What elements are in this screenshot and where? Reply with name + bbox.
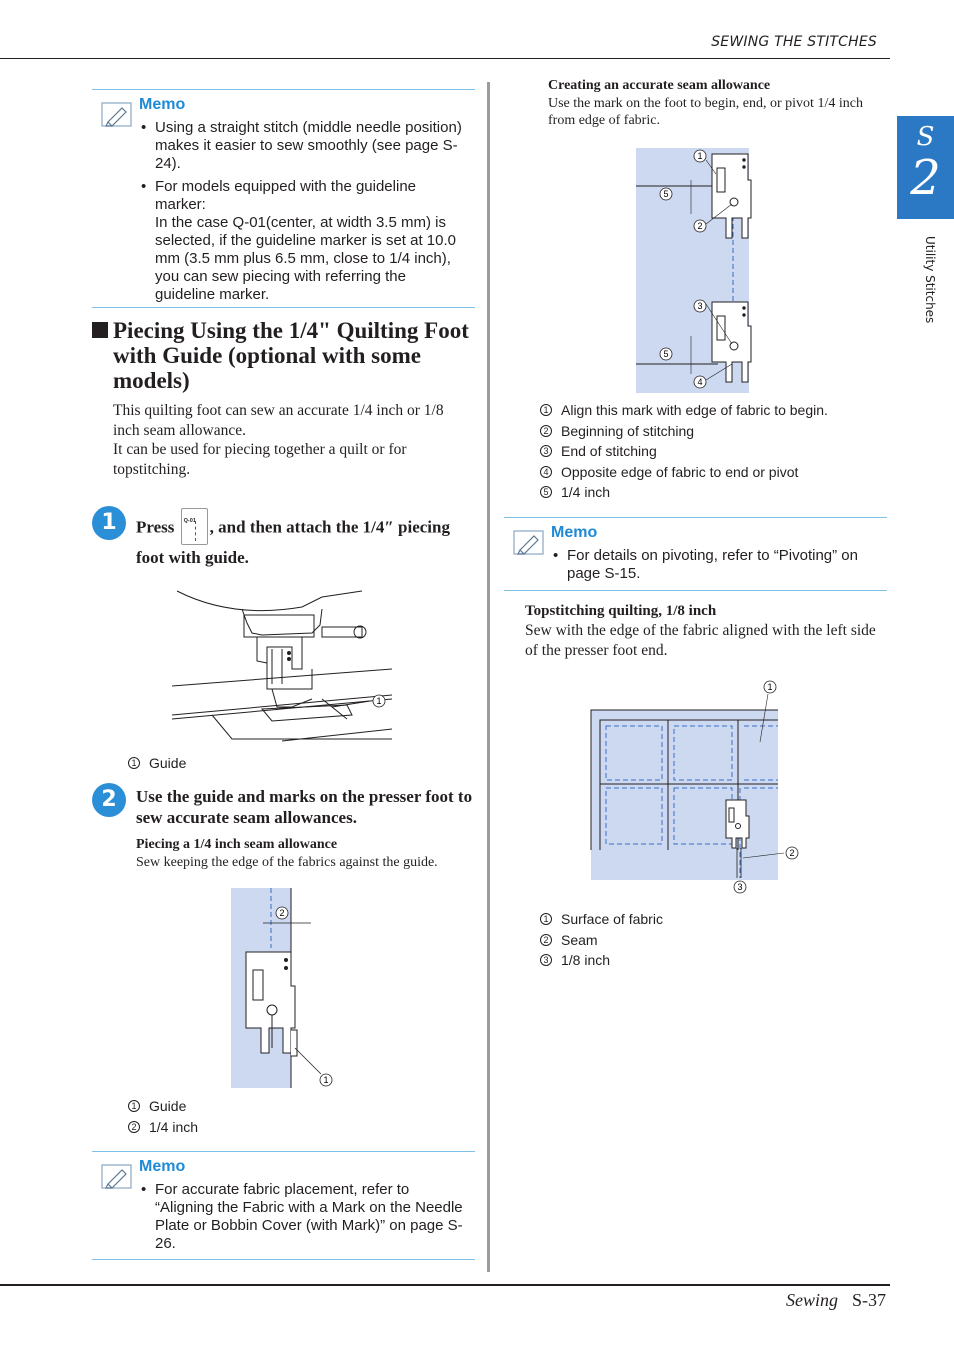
accurate-subheading: Creating an accurate seam allowance <box>548 78 771 93</box>
legend-number: 2 <box>128 1121 140 1133</box>
callout-4-icon <box>694 376 706 388</box>
memo-list <box>140 119 470 309</box>
memo-title: Memo <box>139 96 186 113</box>
legend-number: 3 <box>540 445 552 457</box>
callout-label: 1 <box>376 696 382 706</box>
memo-box-2 <box>92 1151 475 1260</box>
topstitch-subheading: Topstitching quilting, 1/8 inch <box>525 603 717 619</box>
topstitch-legend <box>540 909 663 971</box>
legend-number: 5 <box>540 486 552 498</box>
figure-topstitch <box>588 678 803 896</box>
footer-section: Sewing <box>785 1290 838 1310</box>
memo-title: Memo <box>551 524 598 541</box>
page-footer <box>786 1290 886 1311</box>
legend-number: 1 <box>128 757 140 769</box>
callout-label: 5 <box>663 189 669 199</box>
step-2-text: Use the guide and marks on the presser foot to sew accurate seam allowances. <box>136 787 473 827</box>
step-number-badge: 1 <box>92 506 126 540</box>
callout-5-icon <box>660 348 672 360</box>
step-1-text-after: , and then attach the 1/4″ piecing foot with guide. <box>136 517 450 567</box>
figure-accurate-seam <box>636 146 756 394</box>
legend-label: Beginning of stitching <box>561 422 695 439</box>
stitch-key-icon[interactable] <box>181 508 208 545</box>
legend-item <box>540 950 663 971</box>
memo-pencil-icon <box>513 530 544 555</box>
step-number-badge: 2 <box>92 783 126 817</box>
step-1-text-before: Press <box>136 517 175 537</box>
legend-label: Surface of fabric <box>561 911 663 928</box>
callout-3-icon <box>734 881 746 893</box>
figure-presser-foot-machine <box>172 589 392 744</box>
memo-box-3 <box>504 517 887 591</box>
callout-label: 1 <box>767 682 773 692</box>
piecing-subheading: Piecing a 1/4 inch seam allowance <box>136 837 338 852</box>
callout-label: 2 <box>697 221 703 231</box>
legend-label: 1/8 inch <box>561 952 611 969</box>
piecing-illustration <box>231 888 341 1090</box>
chapter-letter: S <box>916 122 935 152</box>
callout-label: 2 <box>279 908 285 918</box>
callout-2-icon <box>276 907 288 919</box>
stitch-key-label: Q-01 <box>183 518 196 524</box>
memo-item: • For details on pivoting, refer to “Pivoting” on page S-15. <box>552 547 882 583</box>
legend-label: Guide <box>149 755 187 772</box>
fabric-area <box>591 710 778 880</box>
memo-box-1 <box>92 89 475 308</box>
legend-number: 3 <box>540 954 552 966</box>
piecing-body: Sew keeping the edge of the fabrics against the guide. <box>136 855 438 870</box>
callout-label: 3 <box>697 301 703 311</box>
legend-label: End of stitching <box>561 443 657 460</box>
memo-pencil-icon <box>101 102 132 127</box>
header-rule <box>0 58 890 59</box>
callout-2-icon <box>694 220 706 232</box>
callout-label: 5 <box>663 349 669 359</box>
footer-rule <box>0 1284 890 1286</box>
legend-item <box>128 753 186 774</box>
presser-foot-machine-illustration <box>172 589 392 744</box>
topstitch-body: Sew with the edge of the fabric aligned with the left side of the presser foot end. <box>525 622 876 659</box>
callout-1-icon <box>694 150 706 162</box>
intro-paragraph-1: This quilting foot can sew an accurate 1/4 inch or 1/8 inch seam allowance. <box>113 402 444 439</box>
callout-1-icon <box>764 681 776 693</box>
section-heading-text: Piecing Using the 1/4" Quilting Foot with Guide (optional with some models) <box>113 318 469 393</box>
memo-list <box>552 547 882 588</box>
legend-label: 1/4 inch <box>561 484 611 501</box>
memo-item: • Using a straight stitch (middle needle position) makes it easier to sew smoothly (see page S-24). <box>140 119 470 173</box>
topstitch-illustration <box>588 678 803 896</box>
section-heading <box>92 318 482 393</box>
legend-item <box>540 441 828 462</box>
memo-item: • For models equipped with the guideline marker: In the case Q-01(center, at width 3.5 mm) is selected, if the guideline marker is set at 10.0 mm (3.5 mm plus 6.5 mm, close to 1/4 inch), you can sew piecing with referring the guideline marker. <box>140 178 470 304</box>
chapter-side-label <box>911 236 937 324</box>
legend-number: 2 <box>540 425 552 437</box>
column-divider <box>487 82 490 1272</box>
legend-number: 1 <box>128 1100 140 1112</box>
stitch-key-line-icon <box>195 521 196 541</box>
black-square-bullet <box>92 322 108 338</box>
chapter-side-text: Utility Stitches <box>923 236 937 324</box>
accurate-legend <box>540 400 828 503</box>
legend-label: Guide <box>149 1098 187 1115</box>
legend-number: 1 <box>540 404 552 416</box>
legend-label: 1/4 inch <box>149 1118 199 1135</box>
legend-number: 1 <box>540 913 552 925</box>
accurate-body: Use the mark on the foot to begin, end, or pivot 1/4 inch from edge of fabric. <box>548 96 863 128</box>
legend-item <box>540 462 828 483</box>
piecing-legend <box>128 1096 198 1137</box>
legend-number: 2 <box>540 934 552 946</box>
callout-label: 3 <box>737 882 743 892</box>
memo-pencil-icon <box>101 1164 132 1189</box>
figure1-legend <box>128 753 186 774</box>
legend-item <box>540 909 663 930</box>
accurate-seam-illustration <box>636 146 756 394</box>
legend-item <box>540 421 828 442</box>
page-number: S-37 <box>851 1290 886 1310</box>
legend-item <box>540 482 828 503</box>
callout-1-icon <box>373 695 385 707</box>
intro-paragraph-2: It can be used for piecing together a quilt or for topstitching. <box>113 441 407 478</box>
callout-label: 2 <box>789 848 795 858</box>
callout-5-icon <box>660 188 672 200</box>
legend-label: Opposite edge of fabric to end or pivot <box>561 463 799 480</box>
callout-label: 1 <box>323 1075 329 1085</box>
callout-label: 1 <box>697 151 703 161</box>
memo-list <box>140 1181 470 1258</box>
legend-label: Seam <box>561 931 598 948</box>
running-header: SEWING THE STITCHES <box>711 34 877 50</box>
legend-item <box>540 930 663 951</box>
legend-item <box>128 1117 198 1138</box>
step-1-text <box>136 510 476 568</box>
callout-1-icon <box>320 1074 332 1086</box>
legend-item <box>540 400 828 421</box>
legend-label: Align this mark with edge of fabric to begin. <box>561 402 828 419</box>
callout-3-icon <box>694 300 706 312</box>
legend-number: 4 <box>540 466 552 478</box>
memo-title: Memo <box>139 1158 186 1175</box>
chapter-tab <box>897 116 954 219</box>
callout-2-icon <box>786 847 798 859</box>
figure-piecing-seam <box>231 888 341 1090</box>
callout-label: 4 <box>697 377 703 387</box>
legend-item <box>128 1096 198 1117</box>
chapter-number: 2 <box>910 150 941 206</box>
memo-item: • For accurate fabric placement, refer to “Aligning the Fabric with a Mark on the Needle Plate or Bobbin Cover (with Mark)” on page S-26. <box>140 1181 470 1253</box>
